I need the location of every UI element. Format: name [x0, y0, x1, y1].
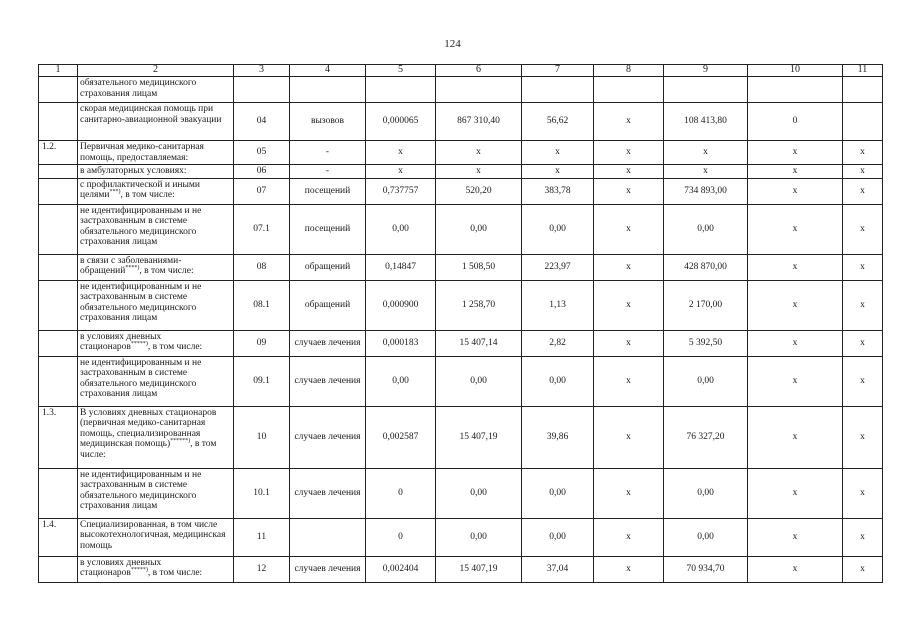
description-text: в условиях дневных стационаров: [80, 557, 162, 578]
cell-col-8: x: [594, 103, 664, 141]
cell-col-3: 10.1: [234, 468, 290, 518]
cell-col-11: x: [843, 468, 883, 518]
description-tail: , в том числе:: [120, 190, 175, 200]
cell-col-4: случаев лечения: [290, 406, 366, 468]
description-tail: , в том числе:: [147, 342, 203, 352]
cell-col-3: 04: [234, 103, 290, 141]
footnote-mark: ****): [125, 264, 140, 271]
footnote-mark: *****): [130, 340, 148, 347]
cell-col-11: x: [843, 330, 883, 356]
section-number: [39, 556, 78, 582]
description-text: не идентифицированным и не застрахованным в системе обязательного медицинского страхования лицам: [80, 357, 202, 399]
cell-col-10: x: [748, 141, 843, 165]
row-description: [78, 556, 234, 582]
cell-col-4: -: [290, 141, 366, 165]
description-text: скорая медицинская помощь при санитарно-авиационной эвакуации: [80, 104, 222, 125]
cell-col-3: 08: [234, 254, 290, 280]
section-number: [39, 330, 78, 356]
section-number: 1.3.: [39, 406, 78, 468]
column-number: 11: [843, 65, 883, 77]
cell-col-5: 0,002587: [366, 406, 436, 468]
cell-col-6: 867 310,40: [436, 103, 522, 141]
cell-col-10: x: [748, 518, 843, 556]
column-number: 3: [234, 65, 290, 77]
page-number: 124: [444, 38, 461, 50]
table-row: [39, 518, 883, 556]
medical-care-table: [38, 64, 883, 583]
cell-col-6: 520,20: [436, 178, 522, 204]
cell-col-6: 0,00: [436, 518, 522, 556]
row-description: [78, 204, 234, 254]
table-row: [39, 178, 883, 204]
cell-col-11: x: [843, 518, 883, 556]
column-number: 7: [522, 65, 594, 77]
cell-col-6: 0,00: [436, 468, 522, 518]
cell-col-3: 10: [234, 406, 290, 468]
cell-col-4: случаев лечения: [290, 330, 366, 356]
cell-col-7: 0,00: [522, 204, 594, 254]
cell-col-10: x: [748, 204, 843, 254]
cell-col-3: 09.1: [234, 356, 290, 406]
row-description: [78, 165, 234, 179]
cell-col-4: случаев лечения: [290, 468, 366, 518]
row-description: [78, 406, 234, 468]
cell-col-7: 2,82: [522, 330, 594, 356]
cell-col-4: посещений: [290, 204, 366, 254]
column-number: 5: [366, 65, 436, 77]
cell-col-4: обращений: [290, 254, 366, 280]
cell-col-8: x: [594, 406, 664, 468]
row-description: [78, 254, 234, 280]
cell-col-4: посещений: [290, 178, 366, 204]
table-row: [39, 280, 883, 330]
cell-col-11: [843, 103, 883, 141]
table-row: [39, 165, 883, 179]
cell-col-10: x: [748, 178, 843, 204]
cell-col-7: 37,04: [522, 556, 594, 582]
cell-col-5: 0,000065: [366, 103, 436, 141]
cell-col-8: x: [594, 204, 664, 254]
cell-col-10: [748, 77, 843, 103]
cell-col-5: 0,00: [366, 204, 436, 254]
cell-col-7: [522, 77, 594, 103]
table-row: [39, 141, 883, 165]
cell-col-5: 0,000900: [366, 280, 436, 330]
cell-col-6: 1 508,50: [436, 254, 522, 280]
cell-col-11: x: [843, 178, 883, 204]
cell-col-10: x: [748, 356, 843, 406]
cell-col-4: [290, 77, 366, 103]
description-text: не идентифицированным и не застрахованным в системе обязательного медицинского страхования лицам: [80, 205, 202, 247]
column-number: 8: [594, 65, 664, 77]
cell-col-9: 734 893,00: [664, 178, 748, 204]
cell-col-10: x: [748, 254, 843, 280]
cell-col-11: x: [843, 254, 883, 280]
row-description: [78, 330, 234, 356]
cell-col-5: 0,000183: [366, 330, 436, 356]
section-number: [39, 468, 78, 518]
cell-col-9: 0,00: [664, 468, 748, 518]
description-text: Специализированная, в том числе высокотехнологичная, медицинская помощь: [80, 519, 226, 551]
cell-col-7: 0,00: [522, 356, 594, 406]
cell-col-8: x: [594, 141, 664, 165]
cell-col-10: x: [748, 280, 843, 330]
cell-col-5: 0,14847: [366, 254, 436, 280]
cell-col-7: 0,00: [522, 518, 594, 556]
table-row: [39, 103, 883, 141]
cell-col-9: 5 392,50: [664, 330, 748, 356]
footnote-mark: ******): [170, 437, 191, 444]
cell-col-11: x: [843, 406, 883, 468]
description-tail: , в том числе:: [147, 568, 203, 578]
cell-col-5: x: [366, 165, 436, 179]
description-text: Первичная медико-санитарная помощь, предоставляемая:: [80, 142, 204, 163]
cell-col-9: 70 934,70: [664, 556, 748, 582]
cell-col-3: 06: [234, 165, 290, 179]
cell-col-9: 108 413,80: [664, 103, 748, 141]
cell-col-8: x: [594, 556, 664, 582]
cell-col-9: x: [664, 141, 748, 165]
cell-col-5: 0: [366, 518, 436, 556]
cell-col-3: 12: [234, 556, 290, 582]
cell-col-9: 428 870,00: [664, 254, 748, 280]
cell-col-11: x: [843, 556, 883, 582]
cell-col-3: 07: [234, 178, 290, 204]
cell-col-3: 11: [234, 518, 290, 556]
section-number: [39, 254, 78, 280]
cell-col-11: x: [843, 141, 883, 165]
section-number: [39, 178, 78, 204]
cell-col-6: 1 258,70: [436, 280, 522, 330]
description-tail: , в том числе:: [139, 266, 194, 276]
cell-col-5: 0,002404: [366, 556, 436, 582]
cell-col-8: x: [594, 518, 664, 556]
cell-col-3: 08.1: [234, 280, 290, 330]
description-text: В условиях дневных стационаров (первичная медико-санитарная помощь, специализированная медицинская помощь): [80, 407, 217, 449]
cell-col-9: 76 327,20: [664, 406, 748, 468]
cell-col-7: 223,97: [522, 254, 594, 280]
cell-col-11: x: [843, 356, 883, 406]
cell-col-8: x: [594, 468, 664, 518]
cell-col-6: 15 407,19: [436, 556, 522, 582]
cell-col-8: x: [594, 254, 664, 280]
row-description: [78, 178, 234, 204]
section-number: [39, 77, 78, 103]
cell-col-3: 09: [234, 330, 290, 356]
cell-col-9: [664, 77, 748, 103]
cell-col-3: 05: [234, 141, 290, 165]
column-number: 9: [664, 65, 748, 77]
description-text: не идентифицированным и не застрахованным в системе обязательного медицинского страхования лицам: [80, 469, 202, 511]
cell-col-7: 39,86: [522, 406, 594, 468]
column-number-row: [39, 65, 883, 77]
cell-col-8: x: [594, 356, 664, 406]
cell-col-7: 1,13: [522, 280, 594, 330]
description-tail: , в том числе:: [80, 439, 217, 460]
row-description: [78, 356, 234, 406]
cell-col-4: случаев лечения: [290, 356, 366, 406]
cell-col-7: 383,78: [522, 178, 594, 204]
column-number: 4: [290, 65, 366, 77]
cell-col-5: 0,737757: [366, 178, 436, 204]
cell-col-8: x: [594, 280, 664, 330]
table-row: [39, 254, 883, 280]
cell-col-4: случаев лечения: [290, 556, 366, 582]
section-number: [39, 165, 78, 179]
cell-col-4: обращений: [290, 280, 366, 330]
description-text: с профилактической и иными целями: [80, 179, 200, 200]
column-number: 10: [748, 65, 843, 77]
cell-col-6: 0,00: [436, 204, 522, 254]
section-number: [39, 204, 78, 254]
cell-col-6: 15 407,19: [436, 406, 522, 468]
description-text: обязательного медицинского страхования лицам: [80, 78, 197, 99]
table-row: [39, 468, 883, 518]
cell-col-9: 0,00: [664, 204, 748, 254]
cell-col-5: 0: [366, 468, 436, 518]
cell-col-4: вызовов: [290, 103, 366, 141]
cell-col-5: [366, 77, 436, 103]
cell-col-6: 0,00: [436, 356, 522, 406]
section-number: [39, 280, 78, 330]
cell-col-10: x: [748, 330, 843, 356]
cell-col-8: x: [594, 178, 664, 204]
description-text: в условиях дневных стационаров: [80, 331, 162, 352]
cell-col-5: 0,00: [366, 356, 436, 406]
table-row: [39, 406, 883, 468]
cell-col-7: 56,62: [522, 103, 594, 141]
section-number: 1.2.: [39, 141, 78, 165]
column-number: 6: [436, 65, 522, 77]
cell-col-8: x: [594, 165, 664, 179]
row-description: [78, 77, 234, 103]
cell-col-10: x: [748, 468, 843, 518]
cell-col-7: x: [522, 141, 594, 165]
row-description: [78, 141, 234, 165]
table-row: [39, 204, 883, 254]
cell-col-10: x: [748, 165, 843, 179]
row-description: [78, 518, 234, 556]
cell-col-4: -: [290, 165, 366, 179]
cell-col-5: x: [366, 141, 436, 165]
cell-col-6: x: [436, 141, 522, 165]
cell-col-9: 2 170,00: [664, 280, 748, 330]
cell-col-3: 07.1: [234, 204, 290, 254]
description-text: в связи с заболеваниями-обращений: [80, 255, 182, 276]
column-number: 2: [78, 65, 234, 77]
cell-col-10: x: [748, 556, 843, 582]
cell-col-8: [594, 77, 664, 103]
table-row: [39, 330, 883, 356]
cell-col-8: x: [594, 330, 664, 356]
cell-col-9: x: [664, 165, 748, 179]
cell-col-3: [234, 77, 290, 103]
column-number: 1: [39, 65, 78, 77]
cell-col-6: x: [436, 165, 522, 179]
cell-col-11: x: [843, 280, 883, 330]
section-number: [39, 356, 78, 406]
table-body: [39, 77, 883, 583]
description-text: не идентифицированным и не застрахованным в системе обязательного медицинского страхования лицам: [80, 281, 202, 323]
section-number: [39, 103, 78, 141]
table-row: [39, 77, 883, 103]
row-description: [78, 468, 234, 518]
cell-col-11: x: [843, 165, 883, 179]
cell-col-7: x: [522, 165, 594, 179]
cell-col-9: 0,00: [664, 518, 748, 556]
cell-col-9: 0,00: [664, 356, 748, 406]
cell-col-4: [290, 518, 366, 556]
cell-col-11: x: [843, 204, 883, 254]
section-number: 1.4.: [39, 518, 78, 556]
cell-col-11: [843, 77, 883, 103]
row-description: [78, 280, 234, 330]
cell-col-6: [436, 77, 522, 103]
table-row: [39, 556, 883, 582]
cell-col-10: x: [748, 406, 843, 468]
footnote-mark: ***): [109, 188, 121, 195]
table-row: [39, 356, 883, 406]
footnote-mark: *****): [130, 566, 148, 573]
description-text: в амбулаторных условиях:: [80, 166, 187, 176]
cell-col-7: 0,00: [522, 468, 594, 518]
cell-col-10: 0: [748, 103, 843, 141]
row-description: [78, 103, 234, 141]
cell-col-6: 15 407,14: [436, 330, 522, 356]
